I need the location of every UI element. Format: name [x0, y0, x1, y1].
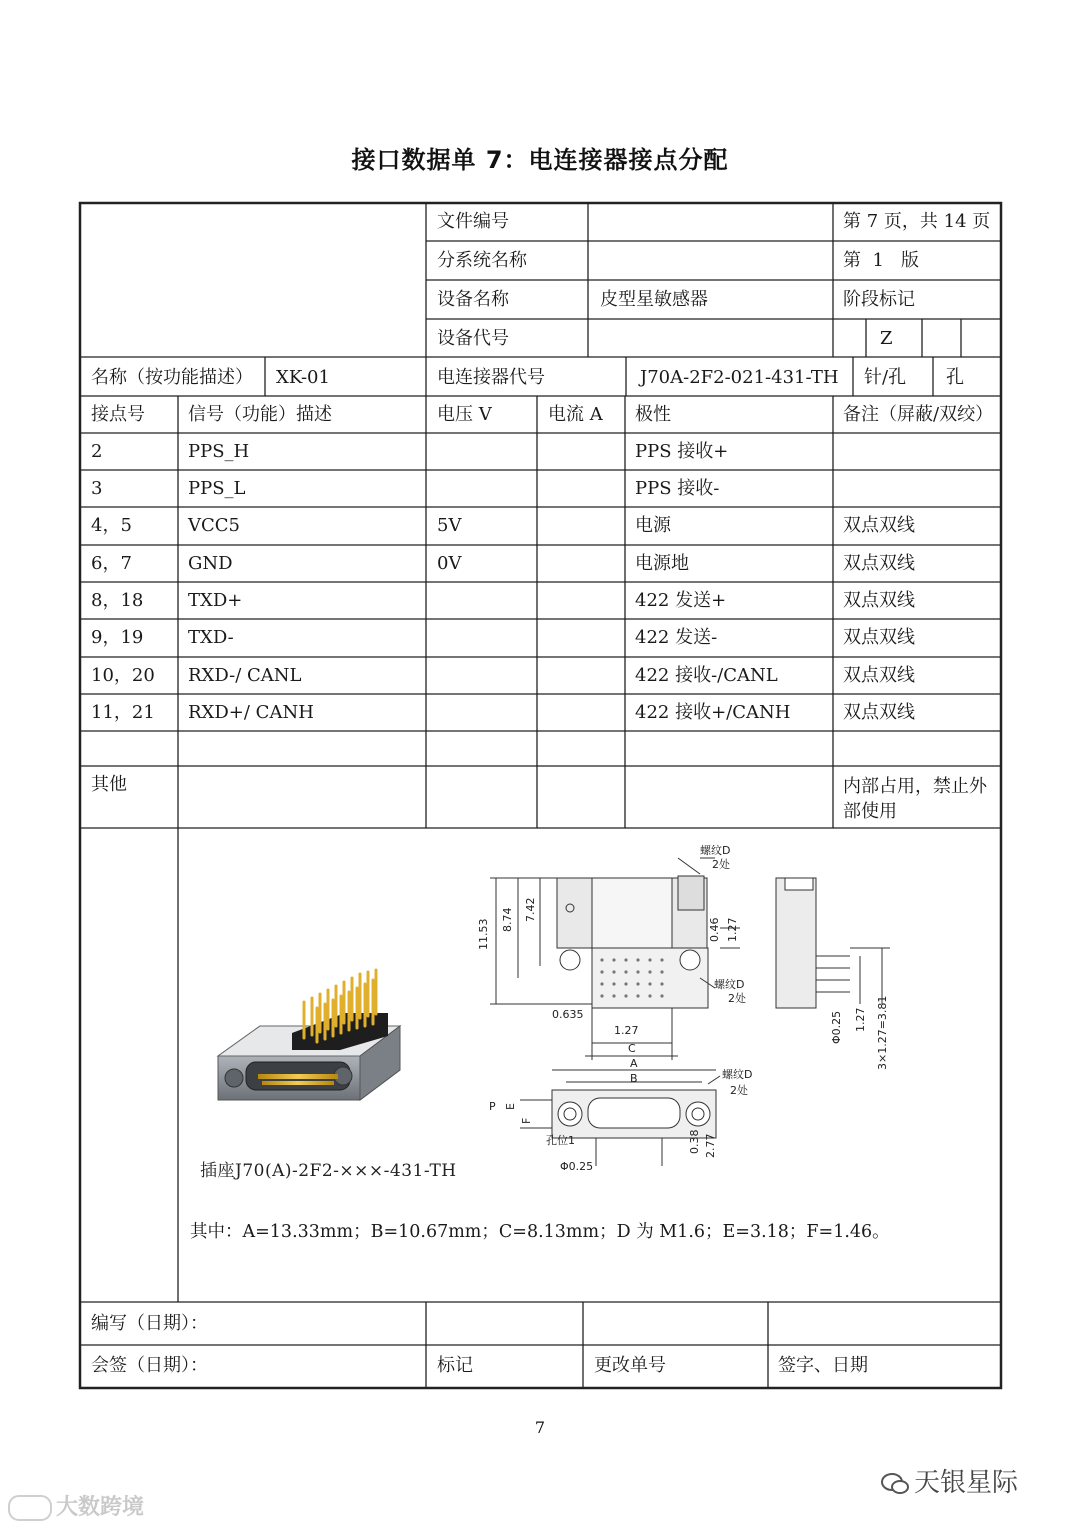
- col-header-pin: 接点号: [91, 404, 145, 425]
- row-note: 双点双线: [843, 702, 915, 723]
- wechat-icon: [880, 1472, 910, 1496]
- compiled-label: 编写（日期）：: [91, 1313, 208, 1334]
- label-phi-0-25-bottom: Φ0.25: [560, 1160, 594, 1173]
- row-signal: PPS_L: [188, 478, 246, 499]
- row-signal: GND: [188, 553, 233, 574]
- row-pin: 9，19: [91, 627, 144, 648]
- page-info: 第 7 页，共 14 页: [843, 211, 991, 232]
- other-label: 其他: [91, 774, 127, 795]
- countersign-label: 会签（日期）：: [91, 1355, 208, 1376]
- row-polarity: PPS 接收+: [635, 441, 729, 462]
- label-11-53: 11.53: [477, 918, 490, 950]
- row-polarity: 422 发送+: [635, 590, 727, 611]
- watermark-right-text: 天银星际: [914, 1468, 1019, 1498]
- figure-caption: 插座J70(A)-2F2-×××-431-TH: [200, 1161, 457, 1181]
- row-signal: TXD+: [188, 590, 243, 611]
- row-signal: PPS_H: [188, 441, 250, 462]
- device-code-label: 设备代号: [437, 328, 509, 349]
- change-no-label: 更改单号: [594, 1355, 666, 1376]
- label-hole-1: 孔位1: [546, 1134, 575, 1147]
- row-note: 双点双线: [843, 515, 915, 536]
- stage-mark-2: Z: [880, 328, 893, 349]
- row-signal: VCC5: [188, 515, 240, 536]
- connector-3d-illustration: [218, 970, 400, 1100]
- label-0-38: 0.38: [688, 1129, 701, 1154]
- watermark-left-text: 大数跨境: [56, 1495, 145, 1520]
- label-1-27-top: 1.27: [726, 917, 739, 942]
- sign-date-label: 签字、日期: [778, 1355, 868, 1376]
- label-thread-d-mid: 螺纹D: [714, 978, 745, 991]
- label-1-27-side: 1.27: [854, 1007, 867, 1032]
- file-no-label: 文件编号: [437, 211, 509, 232]
- label-a: A: [630, 1057, 638, 1070]
- row-note: 双点双线: [843, 553, 915, 574]
- row-note: 双点双线: [843, 665, 915, 686]
- label-0-635: 0.635: [552, 1008, 584, 1021]
- label-thread-d-top: 螺纹D: [700, 844, 731, 857]
- subsystem-label: 分系统名称: [437, 250, 527, 271]
- stage-label: 阶段标记: [843, 289, 915, 310]
- row-polarity: 电源: [635, 515, 671, 536]
- device-name-label: 设备名称: [437, 289, 509, 310]
- label-two-places-mid: 2处: [728, 992, 746, 1005]
- label-0-46: 0.46: [708, 917, 721, 942]
- label-7-42: 7.42: [524, 897, 537, 922]
- pin-socket-value: 孔: [946, 367, 964, 388]
- label-2-77: 2.77: [704, 1133, 717, 1158]
- row-pin: 3: [91, 478, 103, 499]
- watermark-logo-icon: [8, 1495, 52, 1521]
- label-f: F: [520, 1117, 533, 1124]
- row-pin: 6，7: [91, 553, 132, 574]
- row-note: 双点双线: [843, 590, 915, 611]
- row-voltage: 0V: [437, 553, 462, 574]
- row-voltage: 5V: [437, 515, 462, 536]
- col-header-voltage: 电压 V: [437, 404, 492, 425]
- device-name-value: 皮型星敏感器: [600, 289, 708, 310]
- pin-socket-label: 针/孔: [864, 367, 907, 388]
- col-header-polarity: 极性: [635, 404, 671, 425]
- row-pin: 10，20: [91, 665, 155, 686]
- label-phi-0-25-side: Φ0.25: [830, 1010, 843, 1044]
- label-8-74: 8.74: [501, 907, 514, 932]
- dimensions-note: 其中：A=13.33mm；B=10.67mm；C=8.13mm；D 为 M1.6；E=3.18；F=1.46。: [190, 1222, 890, 1242]
- row-signal: TXD-: [188, 627, 234, 648]
- label-p: P: [489, 1100, 496, 1113]
- row-note: 双点双线: [843, 627, 915, 648]
- connector-name-value: XK-01: [276, 367, 330, 388]
- mark-label: 标记: [437, 1355, 473, 1376]
- col-header-signal: 信号（功能）描述: [188, 404, 332, 425]
- watermark-right: [880, 1462, 1018, 1499]
- label-e: E: [504, 1103, 517, 1110]
- label-two-places-bottom: 2处: [730, 1084, 748, 1097]
- edition: 第 1 版: [843, 250, 920, 271]
- row-polarity: 电源地: [635, 553, 689, 574]
- row-polarity: PPS 接收-: [635, 478, 720, 499]
- row-pin: 11，21: [91, 702, 155, 723]
- row-polarity: 422 接收+/CANH: [635, 702, 791, 723]
- row-polarity: 422 发送-: [635, 627, 718, 648]
- label-1-27-mid: 1.27: [614, 1024, 639, 1037]
- col-header-note: 备注（屏蔽/双绞）: [843, 404, 994, 425]
- side-view-drawing: [776, 878, 890, 1008]
- page-title: 接口数据单 7：电连接器接点分配: [351, 146, 729, 174]
- row-polarity: 422 接收-/CANL: [635, 665, 778, 686]
- page-number: 7: [534, 1418, 546, 1437]
- connector-name-label: 名称（按功能描述）: [91, 367, 253, 388]
- watermark-left: [8, 1490, 144, 1521]
- row-signal: RXD+/ CANH: [188, 702, 314, 723]
- row-pin: 8，18: [91, 590, 144, 611]
- connector-code-value: J70A-2F2-021-431-TH: [640, 367, 839, 388]
- label-c: C: [628, 1042, 636, 1055]
- label-thread-d-bottom: 螺纹D: [722, 1068, 753, 1081]
- row-pin: 4，5: [91, 515, 132, 536]
- label-3x1-27: 3×1.27=3.81: [876, 995, 889, 1070]
- connector-code-label: 电连接器代号: [437, 367, 545, 388]
- row-signal: RXD-/ CANL: [188, 665, 302, 686]
- label-two-places-top: 2处: [712, 858, 730, 871]
- col-header-current: 电流 A: [548, 404, 603, 425]
- row-pin: 2: [91, 441, 103, 462]
- label-b: B: [630, 1072, 638, 1085]
- other-note: 内部占用，禁止外部使用: [843, 776, 987, 822]
